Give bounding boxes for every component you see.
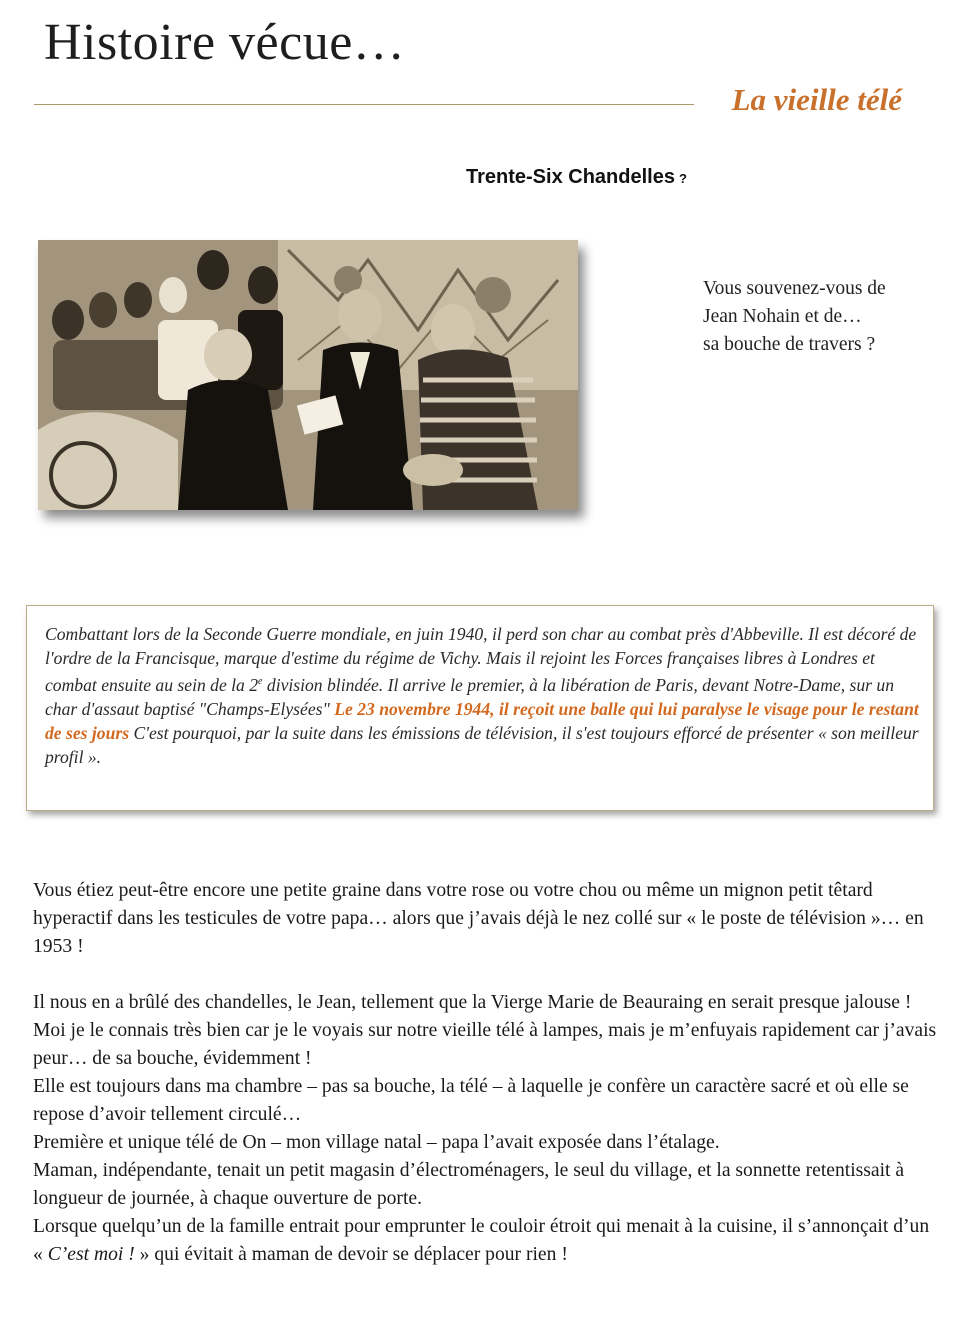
body-paragraph: Moi je le connais très bien car je le voyais sur notre vieille télé à lampes, mais je m’enfuyais rapidement car j’avais peur… de sa bouche, évidemment !: [33, 1020, 937, 1069]
header-divider: [34, 104, 694, 105]
tv-show-photo: [38, 240, 578, 510]
photo-illustration: [38, 240, 578, 510]
paragraph-gap: [33, 961, 943, 989]
body-paragraph-part: » qui évitait à maman de devoir se déplacer pour rien !: [134, 1244, 568, 1265]
biography-text-part1: Combattant lors de la Seconde Guerre mondiale, en juin 1940, il perd son char au combat près d'Abbeville. Il est décoré de l'ordre de la Francisque, marque d'estime du régime de Vichy. Mais il rejoint les Forces françaises libres à Londres et combat ensuite au sein de la 2: [45, 624, 917, 695]
body-paragraph: Il nous en a brûlé des chandelles, le Jean, tellement que la Vierge Marie de Beauraing en serait presque jalouse !: [33, 992, 912, 1013]
biography-text-part2: division blindée. Il arrive le premier, à la libération de Paris, devant Notre-Dame, sur un char d'assaut baptisé "Champs-Elysées": [45, 674, 894, 719]
subtitle-question-mark: ?: [678, 171, 687, 186]
page-title: Histoire vécue…: [44, 14, 406, 71]
body-paragraph: Maman, indépendante, tenait un petit magasin d’électroménagers, le seul du village, et la sonnette retentissait à longueur de journée, à chaque ouverture de porte.: [33, 1160, 905, 1209]
side-question-line: sa bouche de travers ?: [703, 334, 876, 355]
section-label: La vieille télé: [731, 82, 902, 117]
body-paragraph: Vous étiez peut-être encore une petite graine dans votre rose ou votre chou ou même un mignon petit têtard hyperactif dans les testicules de votre papa… alors que j’avais déjà le nez collé sur « le poste de télévision »… en 1953 !: [33, 880, 924, 957]
biography-highlight: Le 23 novembre 1944, il reçoit une balle qui lui paralyse le visage pour le restant de ses jours: [45, 698, 919, 743]
article-subtitle: [466, 166, 687, 189]
biography-superscript: e: [258, 676, 263, 687]
article-body: [33, 877, 943, 1269]
side-question-line: Vous souvenez-vous de: [703, 278, 886, 299]
body-paragraph: Elle est toujours dans ma chambre – pas sa bouche, la télé – à laquelle je confère un caractère sacré et où elle se repose d’avoir tellement circulé…: [33, 1076, 909, 1125]
body-paragraph-part: Lorsque quelqu’un de la famille entrait pour emprunter le couloir étroit qui menait à la cuisine, il s’annonçait d’un «: [33, 1216, 930, 1265]
subtitle-text: Trente-Six Chandelles: [466, 166, 675, 188]
body-paragraph: Première et unique télé de On – mon village natal – papa l’avait exposée dans l’étalage.: [33, 1132, 720, 1153]
biography-text-part3: C'est pourquoi, par la suite dans les émissions de télévision, il s'est toujours efforcé de présenter « son meilleur profil ».: [45, 722, 919, 767]
body-paragraph: [33, 1213, 943, 1269]
side-question-line: Jean Nohain et de…: [703, 306, 862, 327]
biography-box: [26, 605, 934, 811]
body-quote: C’est moi !: [47, 1244, 135, 1265]
side-question: [703, 275, 943, 359]
